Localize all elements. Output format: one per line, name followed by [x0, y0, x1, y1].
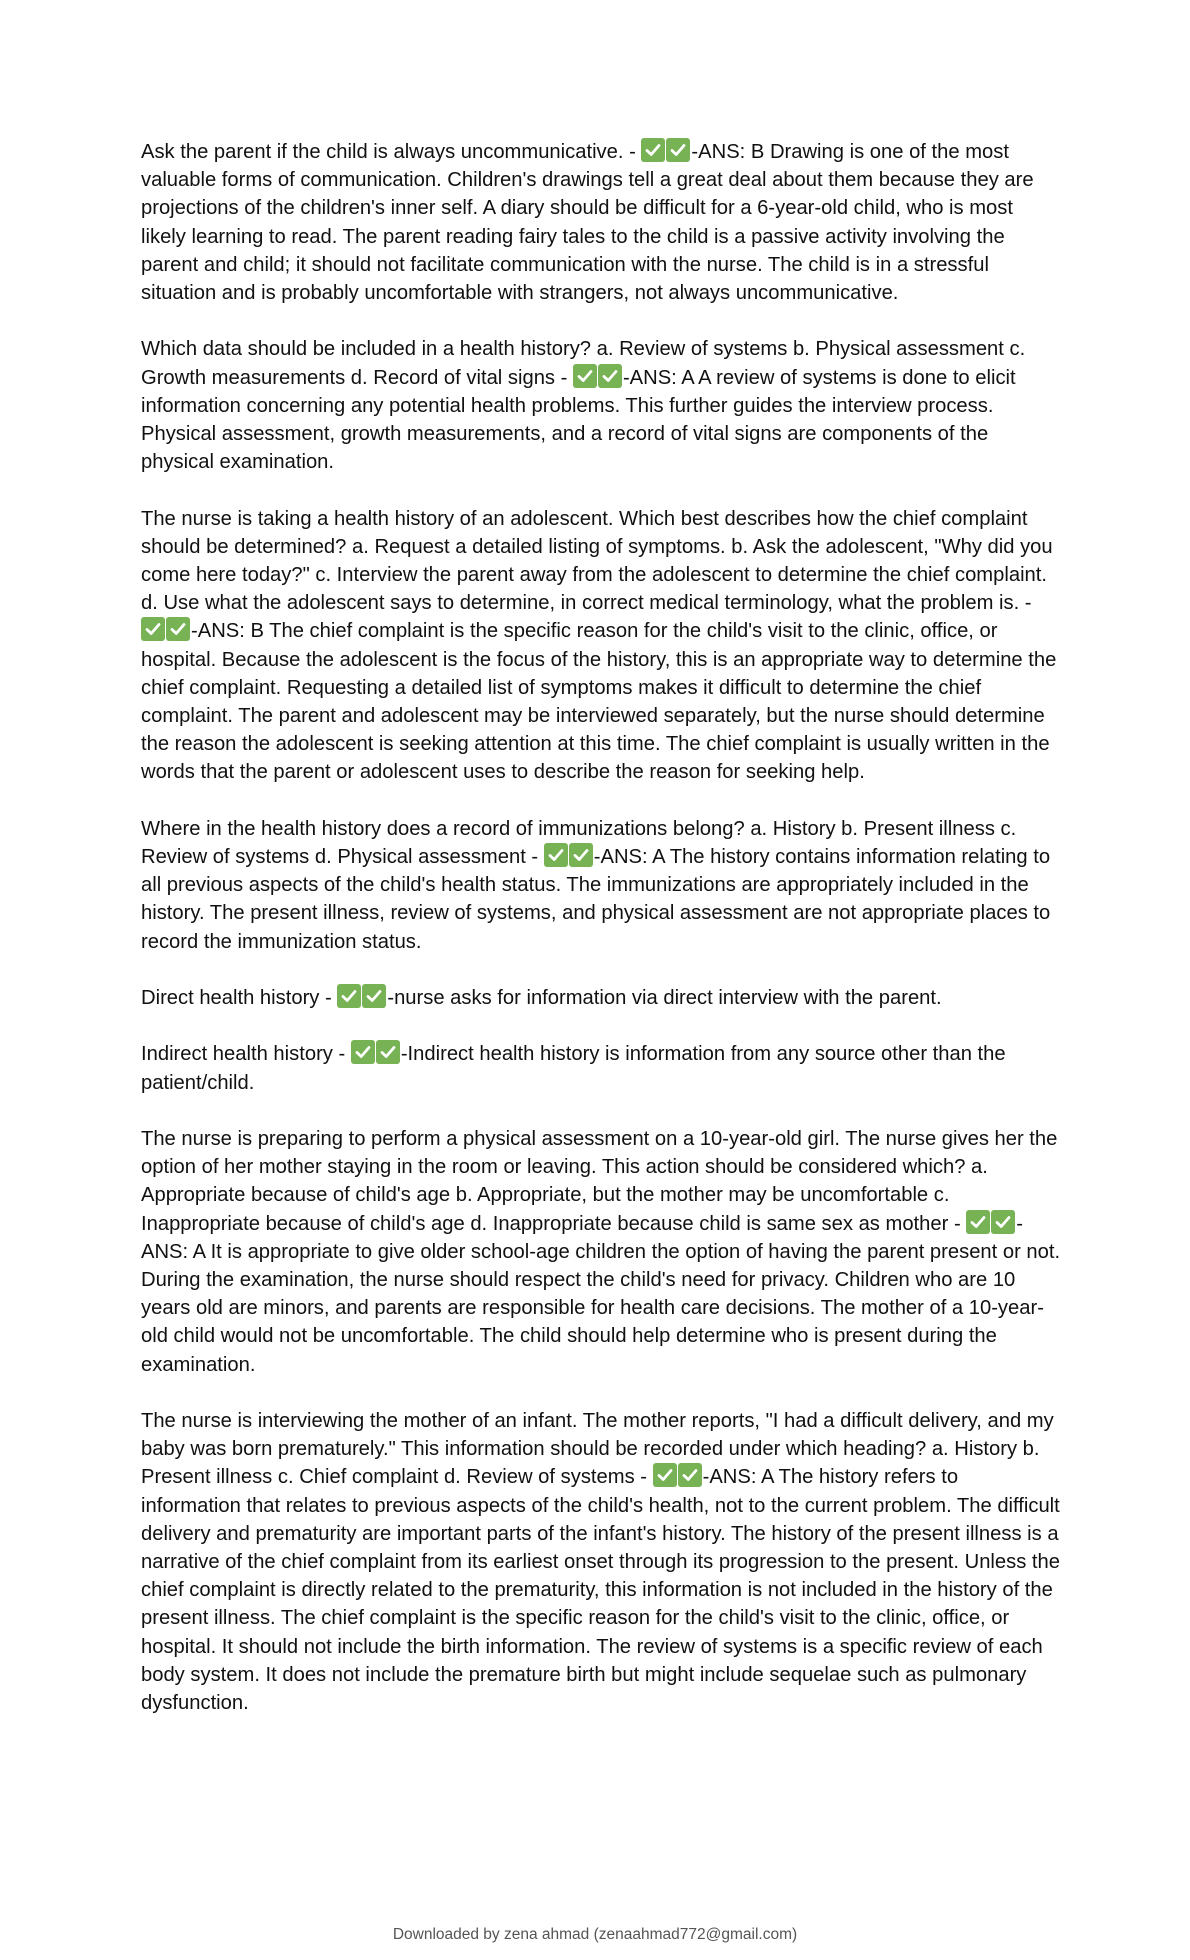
- question-text: Indirect health history -: [141, 1043, 351, 1066]
- question-text: Which data should be included in a health history? a. Review of systems b. Physical assessment c. Growth measurements d. Record of vital signs -: [141, 338, 1026, 389]
- qa-item: [141, 1407, 1061, 1717]
- answer-text: -ANS: A The history refers to information that relates to previous aspects of the child's health, not to the current problem. The difficult delivery and prematurity are important parts of the infant's history. The history of the present illness is a narrative of the chief complaint from its earliest onset through its progression to the present. Unless the chief complaint is directly related to the prematurity, this information is not included in the history of the present illness. The chief complaint is the specific reason for the child's visit to the clinic, office, or hospital. It should not include the birth information. The review of systems is a specific review of each body system. It does not include the premature birth but might include sequelae such as pulmonary dysfunction.: [141, 1466, 1060, 1715]
- check-mark-icon: [569, 843, 593, 867]
- check-mark-icon: [337, 984, 361, 1008]
- check-mark-icon: [653, 1463, 677, 1487]
- check-mark-icon: [166, 617, 190, 641]
- qa-item: [141, 138, 1061, 307]
- check-mark-icon: [573, 364, 597, 388]
- check-mark-icon: [641, 138, 665, 162]
- answer-text: -Indirect health history is information from any source other than the patient/child.: [141, 1043, 1006, 1094]
- answer-text: -ANS: B The chief complaint is the specific reason for the child's visit to the clinic, office, or hospital. Because the adolescent is the focus of the history, this is an appropriate way to determine the chief complaint. Requesting a detailed list of symptoms makes it difficult to determine the chief complaint. The parent and adolescent may be interviewed separately, but the nurse should determine the reason the adolescent is seeking attention at this time. The chief complaint is usually written in the words that the parent or adolescent uses to describe the reason for seeking help.: [141, 620, 1057, 784]
- check-mark-icon: [141, 617, 165, 641]
- question-text: Where in the health history does a record of immunizations belong? a. History b. Present illness c. Review of systems d. Physical assessment -: [141, 817, 1017, 869]
- answer-text: -ANS: A It is appropriate to give older school-age children the option of having the parent present or not. During the examination, the nurse should respect the child's need for privacy. Children who are 10 years old are minors, and parents are responsible for health care decisions. The mother of a 10-year-old child would not be uncomfortable. The child should help determine who is present during the examination.: [141, 1212, 1061, 1376]
- question-text: Direct health history -: [141, 987, 338, 1010]
- answer-text: -ANS: B Drawing is one of the most valuable forms of communication. Children's drawings tell a great deal about them because they are projections of the children's inner self. A diary should be difficult for a 6-year-old child, who is most likely learning to read. The parent reading fairy tales to the child is a passive activity involving the parent and child; it should not facilitate communication with the nurse. The child is in a stressful situation and is probably uncomfortable with strangers, not always uncommunicative.: [141, 141, 1034, 305]
- document-body: [141, 138, 1061, 1745]
- check-mark-icon: [598, 364, 622, 388]
- qa-item: [141, 1040, 1061, 1096]
- check-mark-icon: [544, 843, 568, 867]
- answer-text: -ANS: A A review of systems is done to elicit information concerning any potential health problems. This further guides the interview process. Physical assessment, growth measurements, and a record of vital signs are components of the physical examination.: [141, 366, 1016, 474]
- qa-item: [141, 1125, 1061, 1379]
- qa-item: [141, 335, 1061, 476]
- question-text: The nurse is taking a health history of an adolescent. Which best describes how the chief complaint should be determined? a. Request a detailed listing of symptoms. b. Ask the adolescent, "Why did you come here today?" c. Interview the parent away from the adolescent to determine the chief complaint. d. Use what the adolescent says to determine, in correct medical terminology, what the problem is. -: [141, 507, 1053, 615]
- qa-item: [141, 984, 1061, 1012]
- check-mark-icon: [376, 1040, 400, 1064]
- check-mark-icon: [351, 1040, 375, 1064]
- qa-item: [141, 815, 1061, 956]
- question-text: Ask the parent if the child is always uncommunicative. -: [141, 141, 642, 163]
- check-mark-icon: [362, 984, 386, 1008]
- check-mark-icon: [991, 1210, 1015, 1234]
- answer-text: -ANS: A The history contains information relating to all previous aspects of the child's health status. The immunizations are appropriately included in the history. The present illness, review of systems, and physical assessment are not appropriate places to record the immunization status.: [141, 846, 1051, 953]
- check-mark-icon: [966, 1210, 990, 1234]
- download-footer: Downloaded by zena ahmad (zenaahmad772@gmail.com): [392, 1926, 798, 1943]
- question-text: The nurse is preparing to perform a physical assessment on a 10-year-old girl. The nurse gives her the option of her mother staying in the room or leaving. This action should be considered which? a. Appropriate because of child's age b. Appropriate, but the mother may be uncomfortable c. Inappropriate because of child's age d. Inappropriate because child is same sex as mother -: [141, 1128, 1058, 1235]
- answer-text: -nurse asks for information via direct interview with the parent.: [387, 987, 942, 1010]
- check-mark-icon: [666, 138, 690, 162]
- qa-item: [141, 505, 1061, 787]
- check-mark-icon: [678, 1463, 702, 1487]
- question-text: The nurse is interviewing the mother of an infant. The mother reports, "I had a difficult delivery, and my baby was born prematurely." This information should be recorded under which heading? a. History b. Present illness c. Chief complaint d. Review of systems -: [141, 1410, 1054, 1489]
